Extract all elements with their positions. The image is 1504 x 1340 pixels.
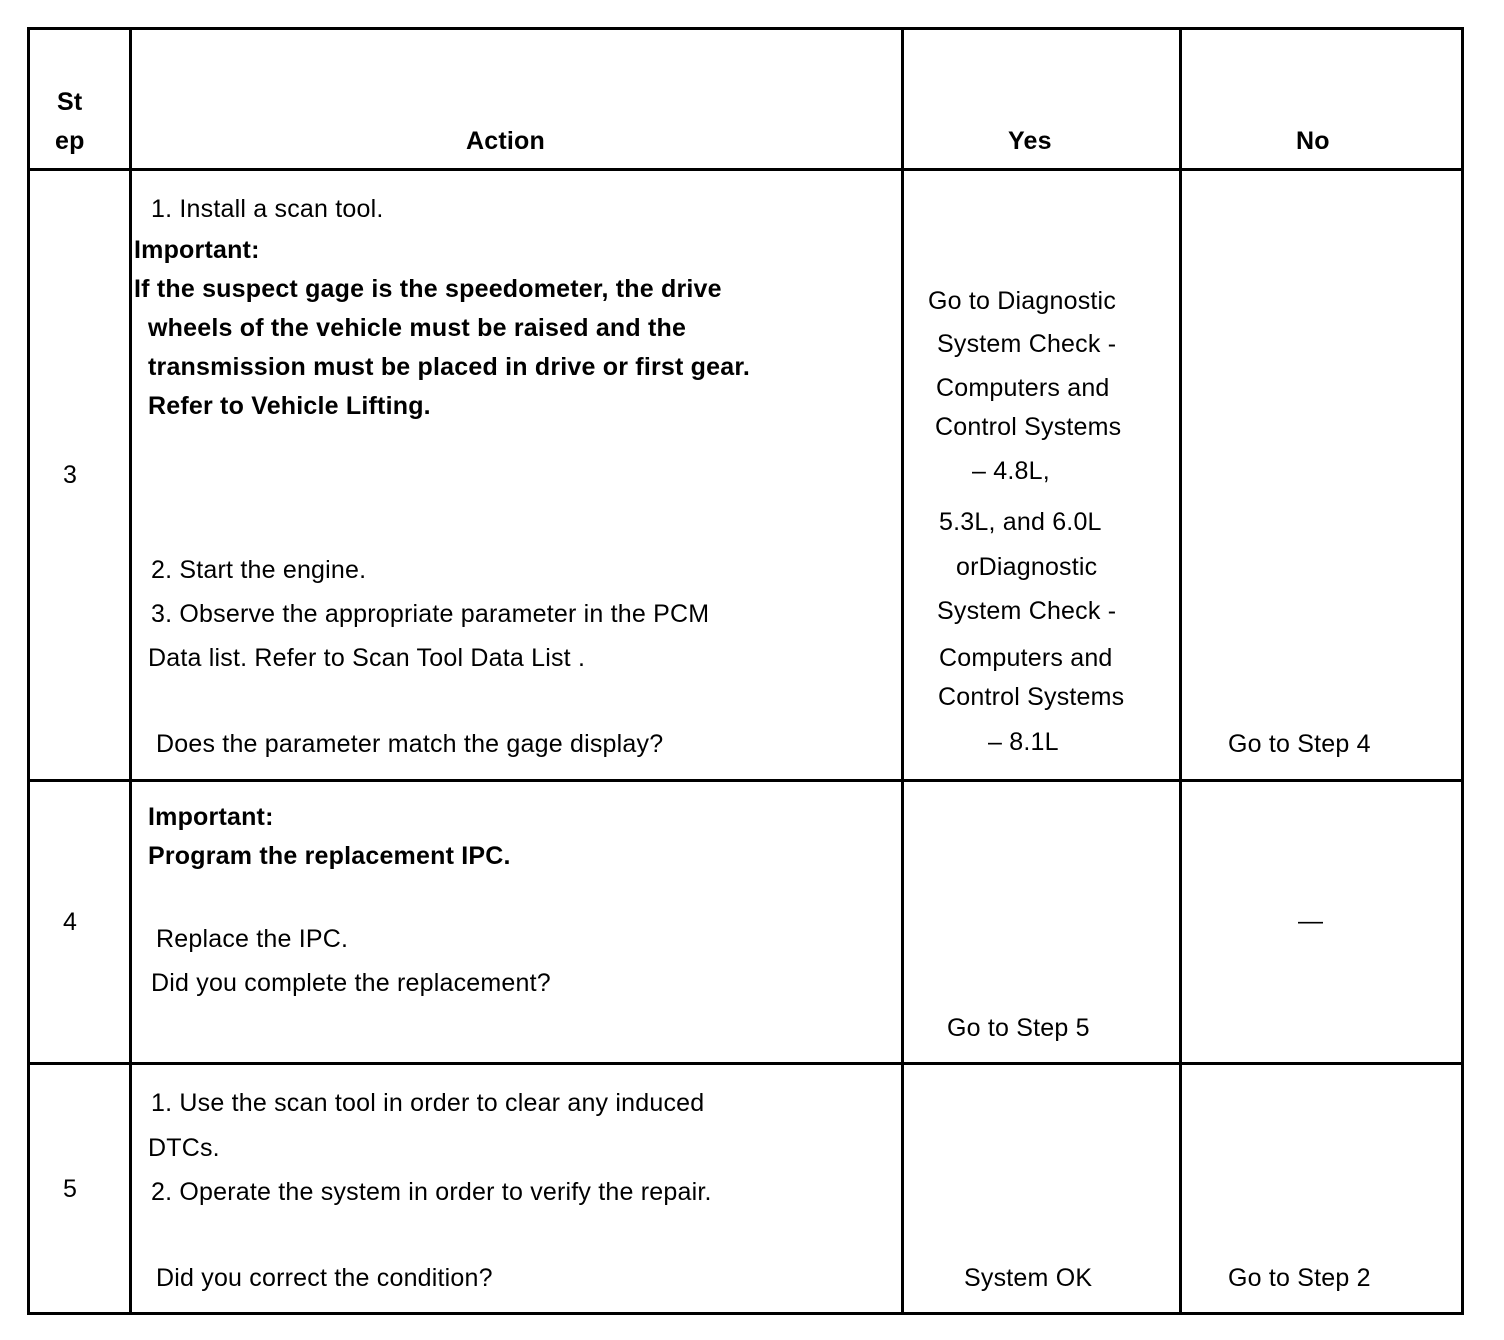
header-step-line2: ep	[55, 127, 85, 155]
table-border-bottom	[27, 1312, 1464, 1315]
header-no: No	[1296, 127, 1330, 155]
row-divider-3-4	[27, 779, 1464, 782]
row3-yes-line8: System Check -	[937, 597, 1117, 625]
row3-yes-line11: – 8.1L	[988, 728, 1059, 756]
row3-yes-line3: Computers and	[936, 374, 1110, 402]
row3-important-label: Important:	[134, 236, 260, 264]
row3-yes-line7: orDiagnostic	[956, 553, 1098, 581]
row4-step: 4	[63, 908, 78, 936]
row3-yes-line2: System Check -	[937, 330, 1117, 358]
row3-step: 3	[63, 461, 78, 489]
row5-action-item1-line1: 1. Use the scan tool in order to clear any induced	[151, 1089, 705, 1117]
row3-question: Does the parameter match the gage display?	[156, 730, 664, 758]
row3-yes-line4: Control Systems	[935, 413, 1122, 441]
header-step-line1: St	[57, 88, 83, 116]
row3-important-line1: If the suspect gage is the speedometer, the drive	[134, 275, 722, 303]
table-border-top	[27, 27, 1464, 30]
row4-action-line1: Replace the IPC.	[156, 925, 349, 953]
header-action: Action	[466, 127, 545, 155]
row3-yes-line9: Computers and	[939, 644, 1113, 672]
column-divider-yes-no	[1179, 27, 1182, 1315]
header-divider	[27, 168, 1464, 171]
row4-important-label: Important:	[148, 803, 274, 831]
row3-yes-line6: 5.3L, and 6.0L	[939, 508, 1102, 536]
row5-yes: System OK	[964, 1264, 1093, 1292]
row4-important-line1: Program the replacement IPC.	[148, 842, 511, 870]
row5-no: Go to Step 2	[1228, 1264, 1371, 1292]
row4-no: —	[1298, 907, 1324, 935]
row5-step: 5	[63, 1175, 78, 1203]
row3-yes-line5: – 4.8L,	[972, 457, 1050, 485]
table-border-left	[27, 27, 30, 1315]
row3-important-line4: Refer to Vehicle Lifting.	[148, 392, 431, 420]
row5-action-item2: 2. Operate the system in order to verify the repair.	[151, 1178, 712, 1206]
row5-action-item1-line2: DTCs.	[148, 1134, 220, 1162]
row4-question: Did you complete the replacement?	[151, 969, 551, 997]
column-divider-action-yes	[901, 27, 904, 1315]
row4-yes: Go to Step 5	[947, 1014, 1090, 1042]
row3-no: Go to Step 4	[1228, 730, 1371, 758]
row3-yes-line10: Control Systems	[938, 683, 1125, 711]
row3-action-item3-line2: Data list. Refer to Scan Tool Data List .	[148, 644, 586, 672]
table-border-right	[1461, 27, 1464, 1315]
row-divider-4-5	[27, 1062, 1464, 1065]
row3-important-line3: transmission must be placed in drive or first gear.	[148, 353, 751, 381]
row3-action-item1: 1. Install a scan tool.	[151, 195, 384, 223]
column-divider-step-action	[129, 27, 132, 1315]
row3-action-item3-line1: 3. Observe the appropriate parameter in the PCM	[151, 600, 710, 628]
row3-important-line2: wheels of the vehicle must be raised and the	[148, 314, 687, 342]
row3-action-item2: 2. Start the engine.	[151, 556, 367, 584]
header-yes: Yes	[1008, 127, 1052, 155]
row3-yes-line1: Go to Diagnostic	[928, 287, 1117, 315]
row5-question: Did you correct the condition?	[156, 1264, 493, 1292]
